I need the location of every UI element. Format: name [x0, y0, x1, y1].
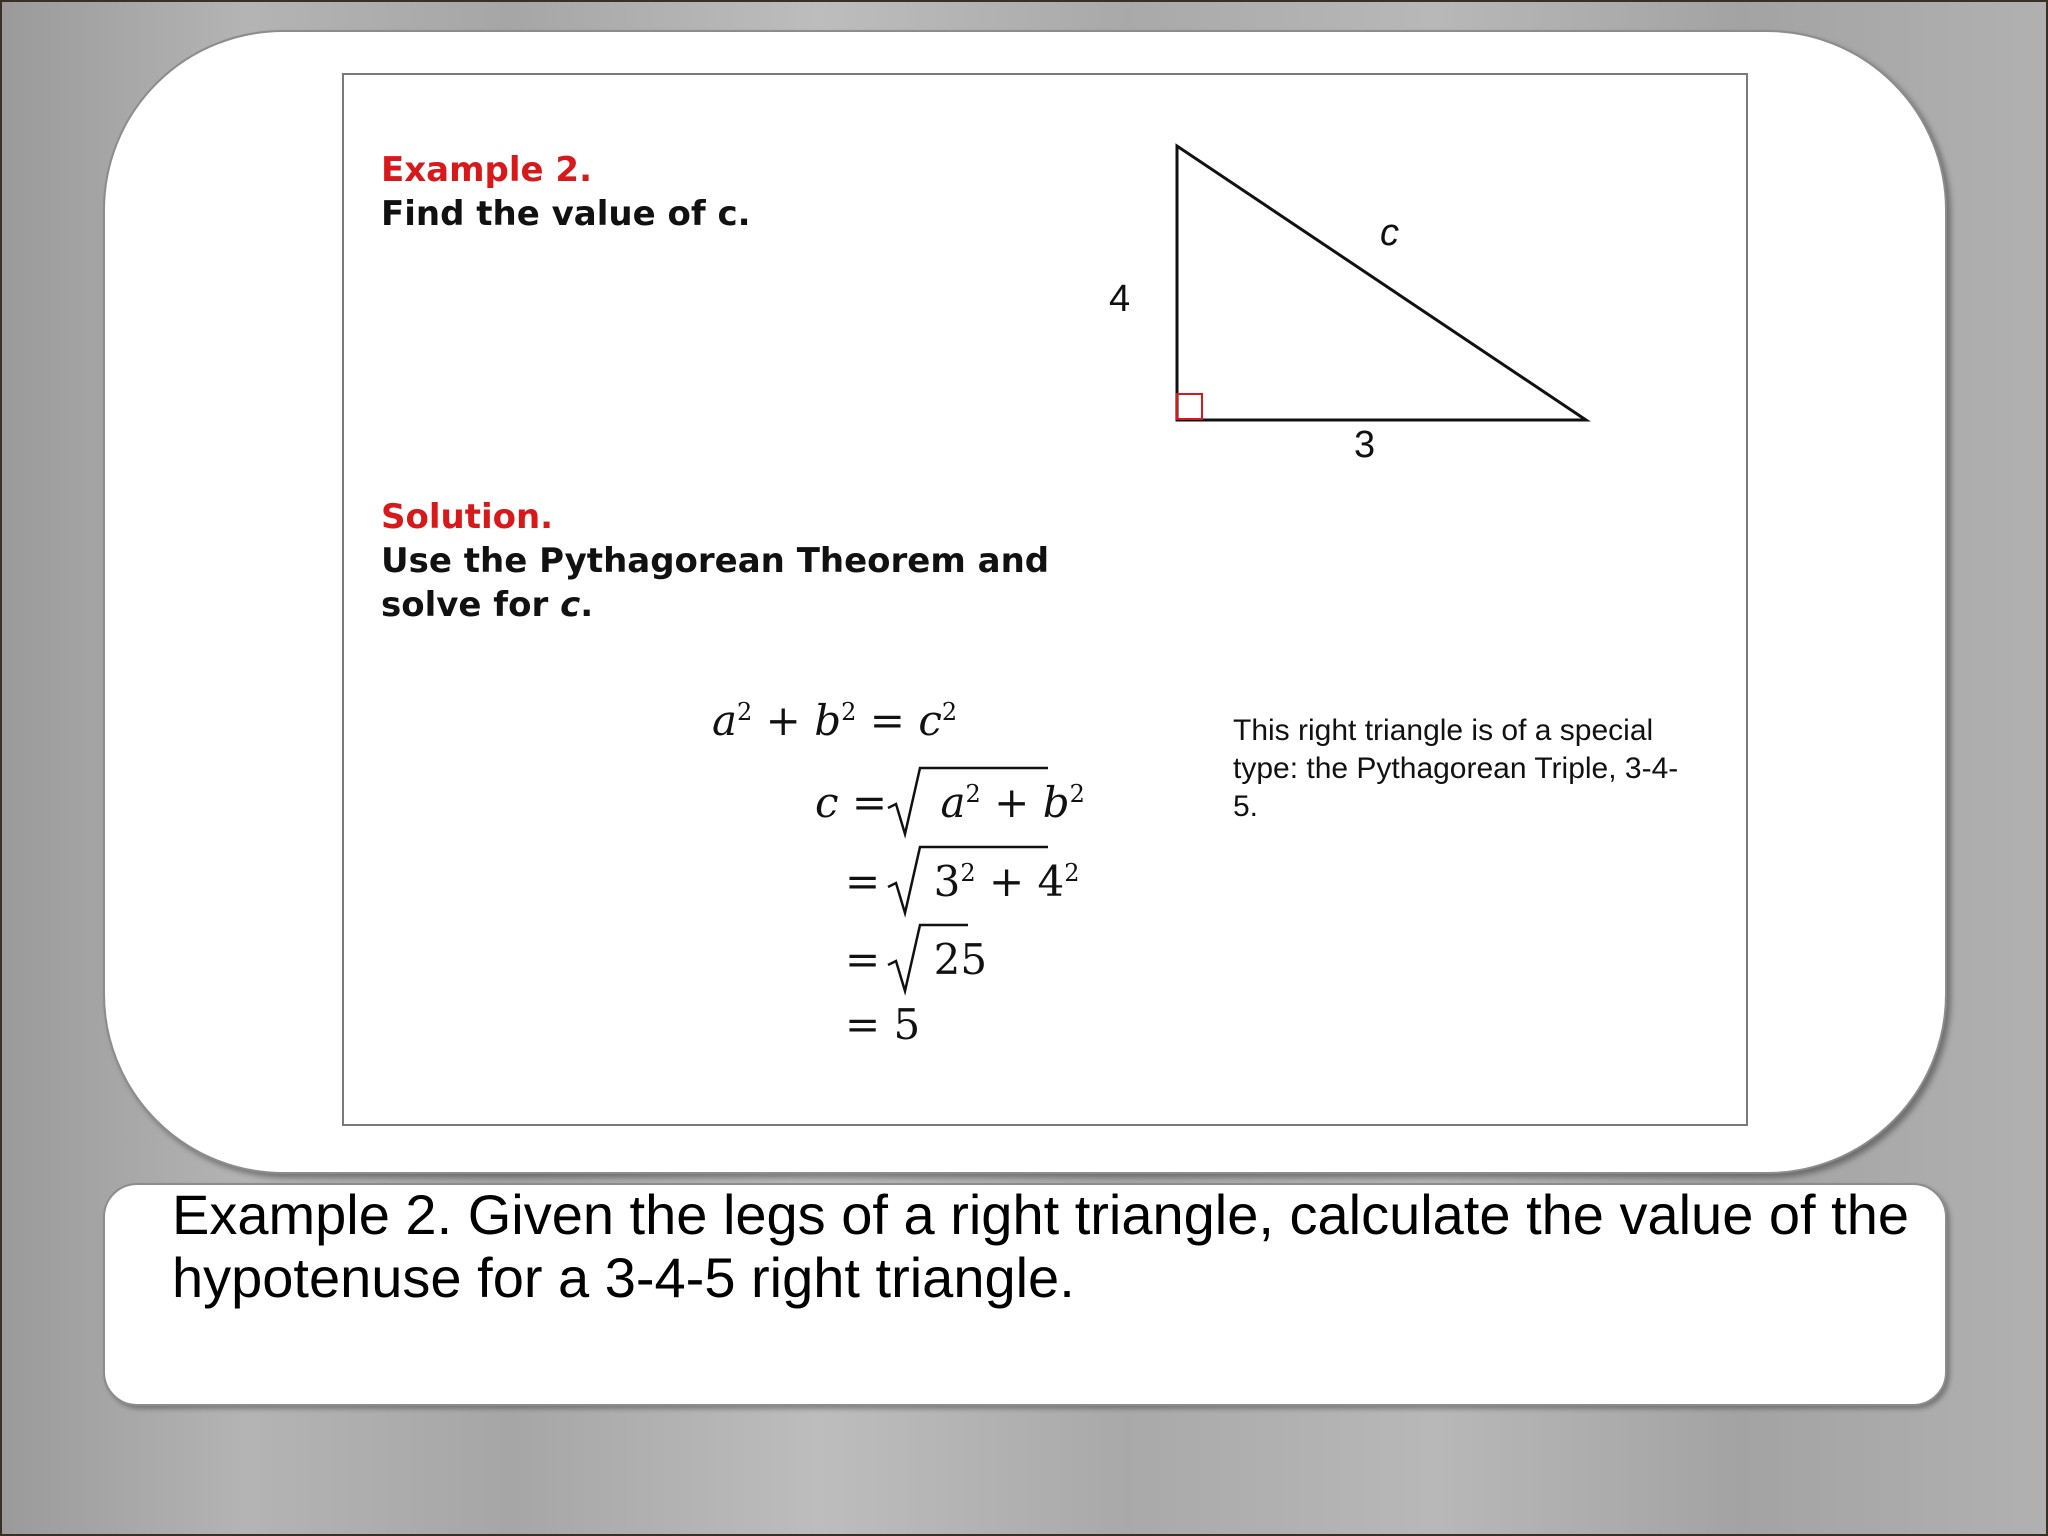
- hypotenuse-label: c: [1380, 212, 1399, 254]
- solution-line-1: Use the Pythagorean Theorem and: [381, 541, 1050, 581]
- solution-line-2: solve for c.: [381, 585, 594, 625]
- pythagorean-triple-note: This right triangle is of a special type: the Pythagorean Triple, 3-4-5.: [1233, 714, 1679, 823]
- problem-text: Find the value of c.: [381, 194, 751, 234]
- triangle-shape: [1177, 146, 1586, 420]
- equation-3: = $3^2 + 4^2$: [845, 857, 1080, 906]
- example-heading: Example 2.: [381, 150, 592, 190]
- equation-2: c = $a^2 + b^2$: [815, 778, 1085, 827]
- caption-text: Example 2. Given the legs of a right triangle, calculate the value of the hypotenuse for a 3-4-5 right triangle.: [172, 1183, 1910, 1309]
- vertical-leg-label: 4: [1109, 278, 1131, 320]
- equation-5: = 5: [845, 1000, 921, 1049]
- solution-heading: Solution.: [381, 497, 554, 537]
- horizontal-leg-label: 3: [1354, 424, 1376, 466]
- equation-1: $a^2 + b^2 = c^2$: [712, 696, 958, 745]
- right-angle-marker: [1177, 394, 1202, 419]
- equation-4: = 25: [845, 935, 988, 984]
